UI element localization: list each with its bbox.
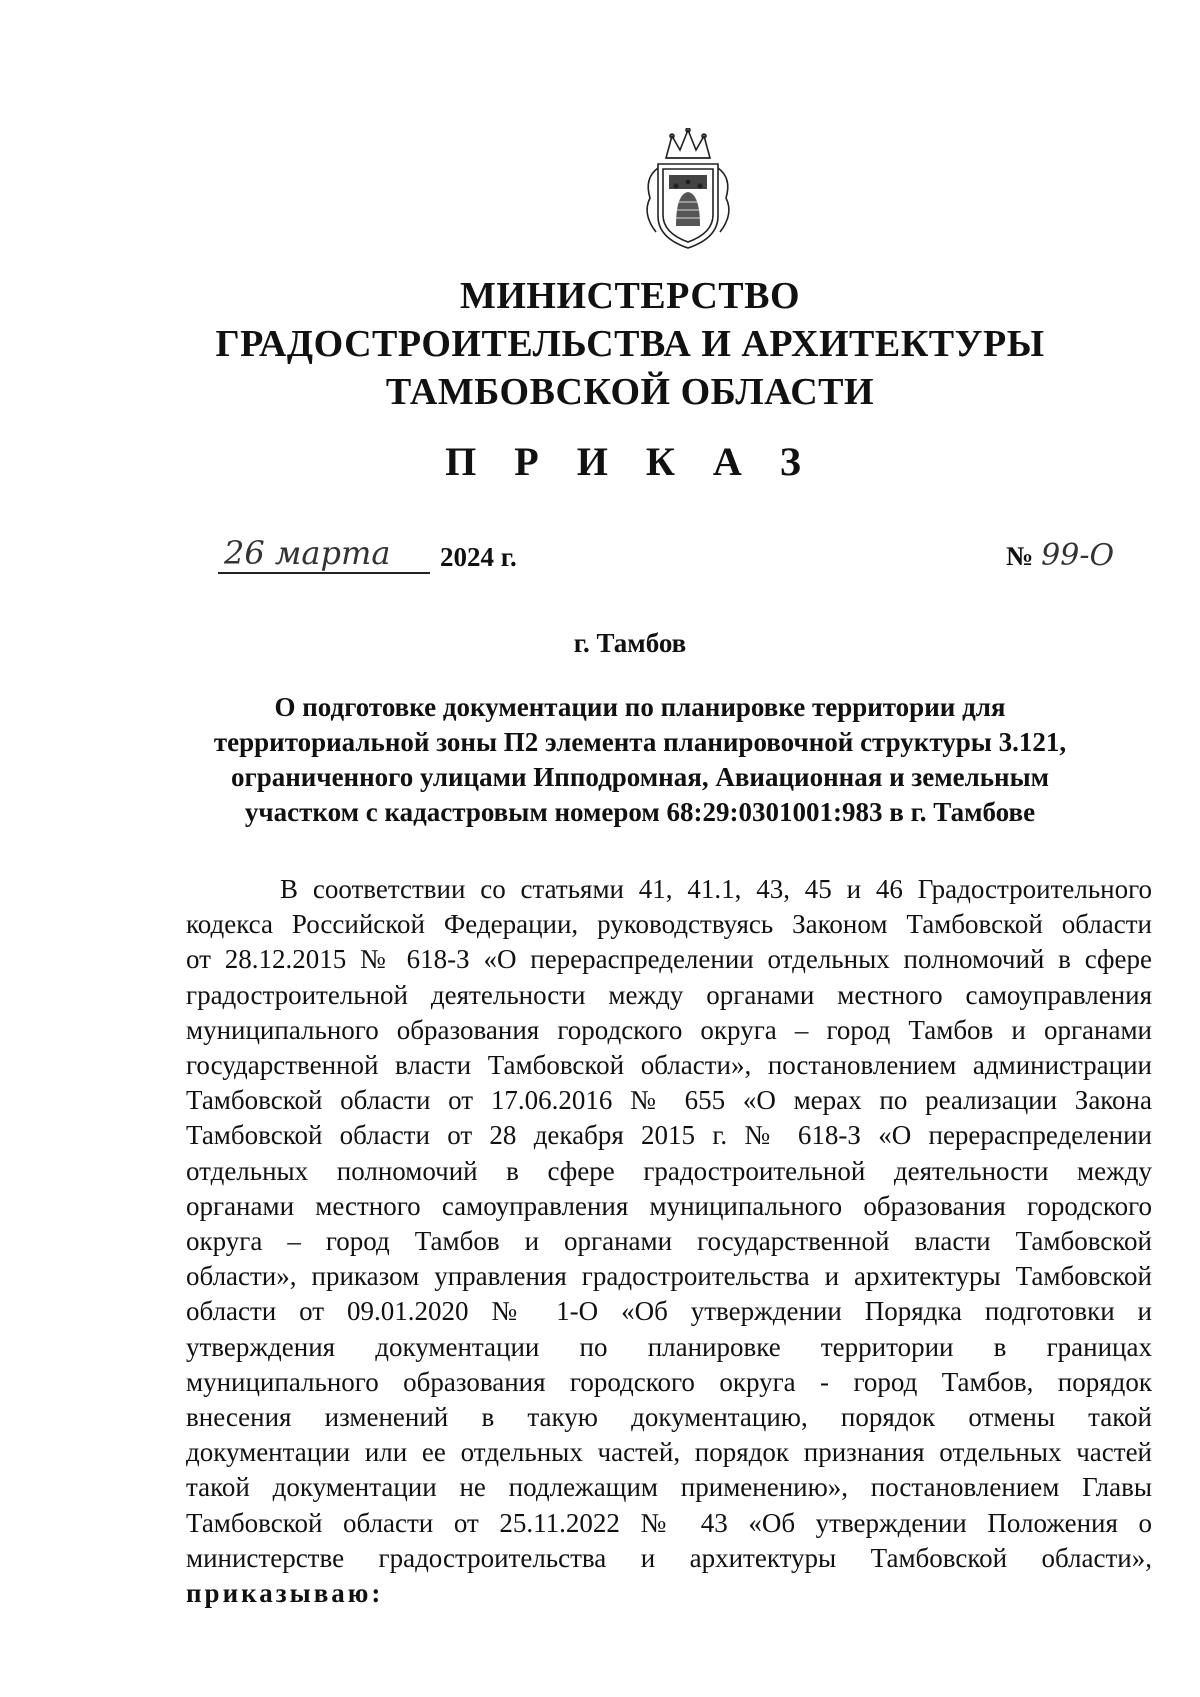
handwritten-number: 99-О — [1041, 538, 1115, 573]
body-line: В соответствии со статьями 41, 41.1, 43, 45 и 46 Градостроительного — [280, 874, 1152, 904]
body-line: кодекса Российской Федерации, руководствуясь Законом Тамбовской области — [186, 909, 1152, 940]
body-line: документации или ее отдельных частей, порядок признания отдельных частей — [186, 1437, 1152, 1468]
body-line — [186, 1576, 1152, 1611]
tambov-coat-of-arms-icon — [636, 128, 740, 252]
ministry-line-2: ГРАДОСТРОИТЕЛЬСТВА И АРХИТЕКТУРЫ — [215, 323, 1045, 365]
document-type: П Р И К А З — [445, 439, 815, 484]
order-date — [218, 534, 618, 578]
body-line: министерстве градостроительства и архитектуры Тамбовской области», — [186, 1542, 1152, 1573]
order-word: приказываю: — [186, 1578, 384, 1609]
body-line: органами местного самоуправления муниципального образования городского — [186, 1190, 1152, 1221]
body-line: области от 09.01.2020 № 1-О «Об утверждении Порядка подготовки и — [186, 1296, 1152, 1327]
body-line: от 28.12.2015 № 618-З «О перераспределении отдельных полномочий в сфере — [186, 944, 1152, 975]
city-name: г. Тамбов — [573, 628, 687, 658]
body-line: Тамбовской области от 25.11.2022 № 43 «Об утверждении Положения о — [186, 1507, 1152, 1538]
body-line: утверждения документации по планировке территории в границах — [186, 1331, 1152, 1362]
body-line: округа – город Тамбов и органами государственной власти Тамбовской — [186, 1226, 1152, 1257]
number-label: № — [1006, 541, 1034, 571]
subject-line: О подготовке документации по планировке территории для — [274, 692, 1006, 722]
order-body — [186, 872, 1152, 1611]
handwritten-date: 26 марта — [224, 534, 391, 572]
subject-line: участком с кадастровым номером 68:29:0301001:983 в г. Тамбове — [244, 797, 1036, 827]
order-subject — [190, 690, 1090, 830]
body-line: муниципального образования городского округа - город Тамбов, порядок — [186, 1366, 1152, 1397]
ministry-line-1: МИНИСТЕРСТВО — [459, 275, 801, 317]
date-year: 2024 г. — [440, 542, 517, 572]
body-line: внесения изменений в такую документацию, порядок отмены такой — [186, 1402, 1152, 1433]
body-line: такой документации не подлежащим применению», постановлением Главы — [186, 1472, 1152, 1503]
body-line: области», приказом управления градостроительства и архитектуры Тамбовской — [186, 1261, 1152, 1292]
date-underline — [218, 572, 430, 574]
ministry-title — [200, 272, 1060, 416]
body-line: Тамбовской области от 28 декабря 2015 г. № 618-З «О перераспределении — [186, 1120, 1152, 1151]
ministry-line-3: ТАМБОВСКОЙ ОБЛАСТИ — [385, 371, 875, 413]
body-line: градостроительной деятельности между органами местного самоуправления — [186, 979, 1152, 1010]
subject-line: территориальной зоны П2 элемента планировочной структуры 3.121, — [213, 727, 1067, 757]
body-line: муниципального образования городского округа – город Тамбов и органами — [186, 1014, 1152, 1045]
order-number — [1006, 538, 1114, 573]
body-line: отдельных полномочий в сфере градостроительной деятельности между — [186, 1155, 1152, 1186]
body-line: государственной власти Тамбовской области», постановлением администрации — [186, 1050, 1152, 1081]
body-line: Тамбовской области от 17.06.2016 № 655 «О мерах по реализации Закона — [186, 1085, 1152, 1116]
subject-line: ограниченного улицами Ипподромная, Авиационная и земельным — [230, 762, 1050, 792]
